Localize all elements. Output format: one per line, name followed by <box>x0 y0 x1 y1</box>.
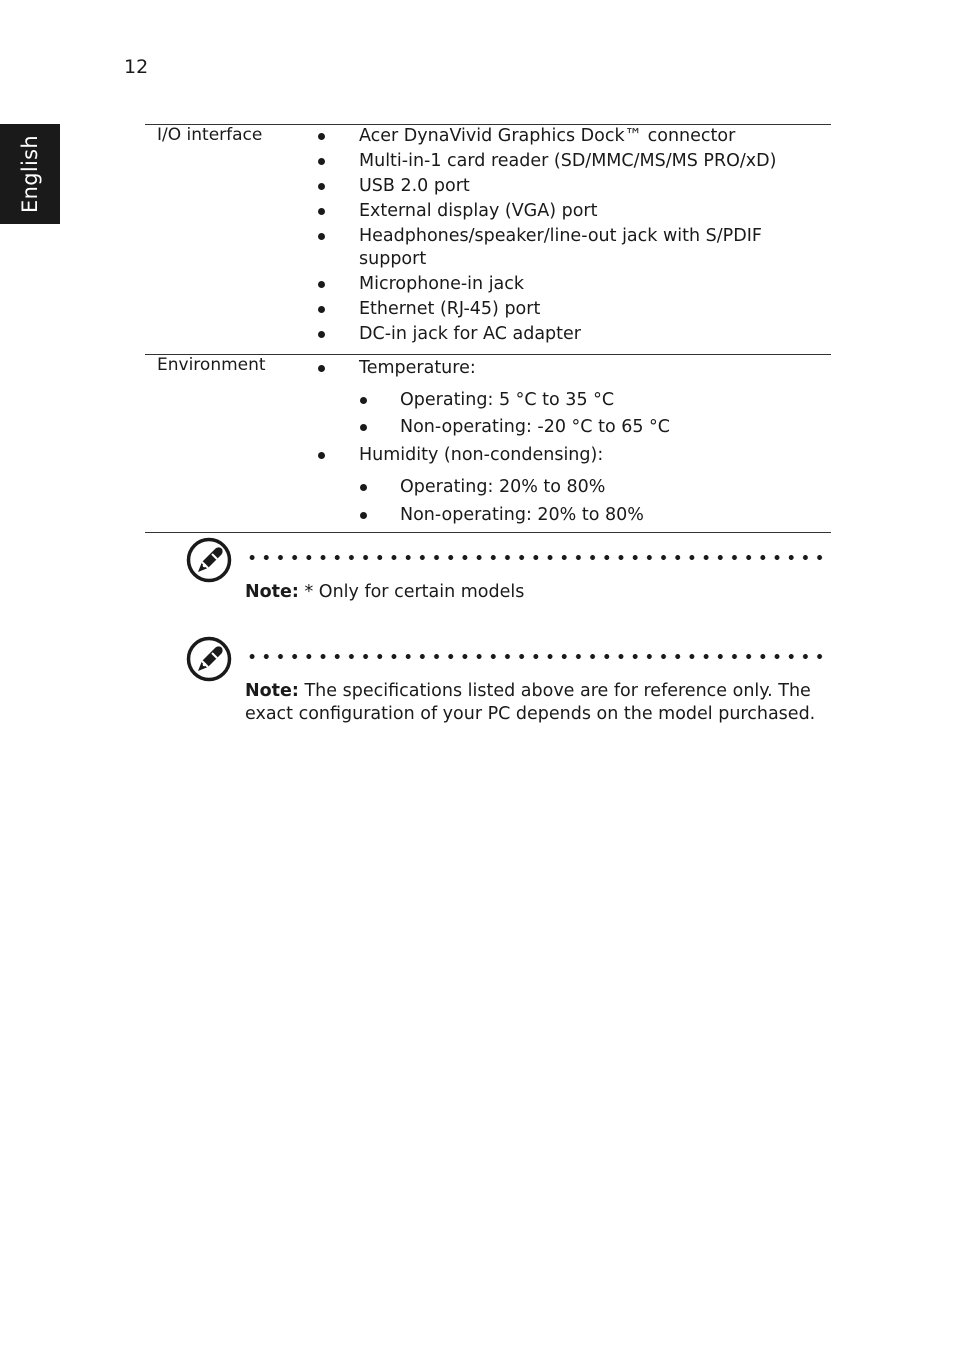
list-item: Humidity (non-condensing): <box>315 444 795 467</box>
spec-label: I/O interface <box>157 125 263 145</box>
list-item: Microphone-in jack <box>315 273 795 296</box>
list-item: Multi-in-1 card reader (SD/MMC/MS/MS PRO/xD) <box>315 150 795 173</box>
note-label: Note: <box>245 582 299 602</box>
list-item: Temperature: <box>315 357 795 380</box>
note-label: Note: <box>245 681 299 701</box>
spec-row-io <box>145 124 831 354</box>
list-item: USB 2.0 port <box>315 175 795 198</box>
table-bottom-rule <box>145 532 831 533</box>
page-number: 12 <box>124 56 149 78</box>
note-text <box>245 581 831 604</box>
spec-items <box>315 355 795 527</box>
spec-row-environment <box>145 354 831 532</box>
note-dotted-divider <box>245 555 831 560</box>
language-tab <box>0 124 60 224</box>
list-item: DC-in jack for AC adapter <box>315 323 795 346</box>
note-body: * Only for certain models <box>304 582 525 602</box>
note-pen-icon <box>186 537 232 583</box>
list-item: Ethernet (RJ-45) port <box>315 298 795 321</box>
note-body: The specifications listed above are for reference only. The exact configuration of your PC depends on the model purchased. <box>245 681 816 724</box>
sub-list-item: Operating: 20% to 80% <box>315 476 795 499</box>
sub-list-item: Operating: 5 °C to 35 °C <box>315 389 795 412</box>
spec-label: Environment <box>157 355 266 375</box>
list-item: Acer DynaVivid Graphics Dock™ connector <box>315 125 795 148</box>
sub-list-item: Non-operating: 20% to 80% <box>315 504 795 527</box>
language-tab-label: English <box>18 135 42 213</box>
note-text <box>245 680 831 726</box>
list-item: Headphones/speaker/line-out jack with S/PDIF support <box>315 225 795 271</box>
sub-list-item: Non-operating: -20 °C to 65 °C <box>315 416 795 439</box>
spec-items <box>315 125 795 346</box>
note-pen-icon <box>186 636 232 682</box>
list-item: External display (VGA) port <box>315 200 795 223</box>
note-dotted-divider <box>245 654 831 659</box>
